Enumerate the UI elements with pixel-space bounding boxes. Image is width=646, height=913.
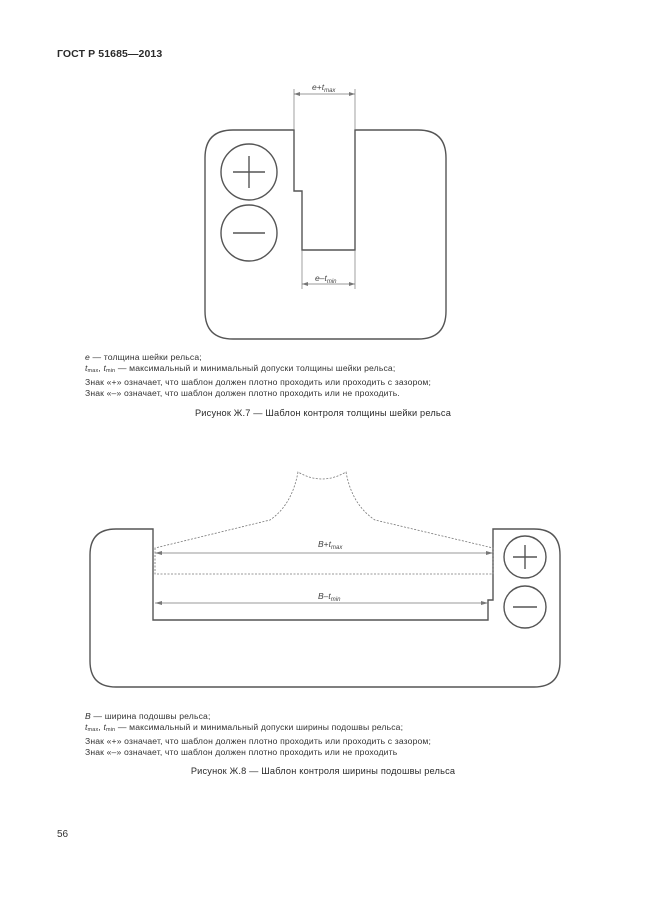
figure-caption-7: Рисунок Ж.7 — Шаблон контроля толщины шейки рельса xyxy=(194,408,451,418)
legend-line: Знак «–» означает, что шаблон должен плотно проходить или не проходить xyxy=(85,747,398,757)
page-number: 56 xyxy=(57,829,69,840)
legend-line: Знак «+» означает, что шаблон должен плотно проходить или проходить с зазором; xyxy=(85,736,432,746)
minus-icon xyxy=(221,205,277,261)
rail-profile-dashed xyxy=(155,472,493,574)
legend-line: Знак «+» означает, что шаблон должен плотно проходить или проходить с зазором; xyxy=(85,377,432,387)
legend-line: $t_{max}$, $t_{min}$ — максимальный и минимальный допуски ширины подошвы рельса; xyxy=(85,722,404,733)
plus-icon xyxy=(504,536,546,578)
legend-fig8 xyxy=(85,711,431,758)
dimension-top-fig7 xyxy=(294,82,355,130)
dimension-top-fig8 xyxy=(155,539,493,555)
dim-label-top-fig7: $e+t_{max}$ xyxy=(312,82,336,94)
gauge-body-fig7 xyxy=(205,130,446,339)
minus-icon xyxy=(504,586,546,628)
legend-line: B — ширина подошвы рельса; xyxy=(85,711,211,721)
dim-label-top-fig8: $B+t_{max}$ xyxy=(318,539,343,551)
dimension-bottom-fig8 xyxy=(155,591,488,605)
page-header: ГОСТ Р 51685—2013 xyxy=(57,48,163,60)
dim-label-bottom-fig8: $B-t_{min}$ xyxy=(318,591,341,603)
legend-line: $t_{max}$, $t_{min}$ — максимальный и минимальный допуски толщины шейки рельса; xyxy=(85,363,396,374)
figure-caption-8: Рисунок Ж.8 — Шаблон контроля ширины подошвы рельса xyxy=(190,766,456,776)
dimension-bottom-fig7 xyxy=(302,250,355,289)
legend-line: e — толщина шейки рельса; xyxy=(85,352,202,362)
legend-fig7 xyxy=(85,352,431,399)
legend-line: Знак «–» означает, что шаблон должен плотно проходить или не проходить. xyxy=(85,388,400,398)
dim-label-bottom-fig7: $e-t_{min}$ xyxy=(315,273,337,285)
plus-icon xyxy=(221,144,277,200)
